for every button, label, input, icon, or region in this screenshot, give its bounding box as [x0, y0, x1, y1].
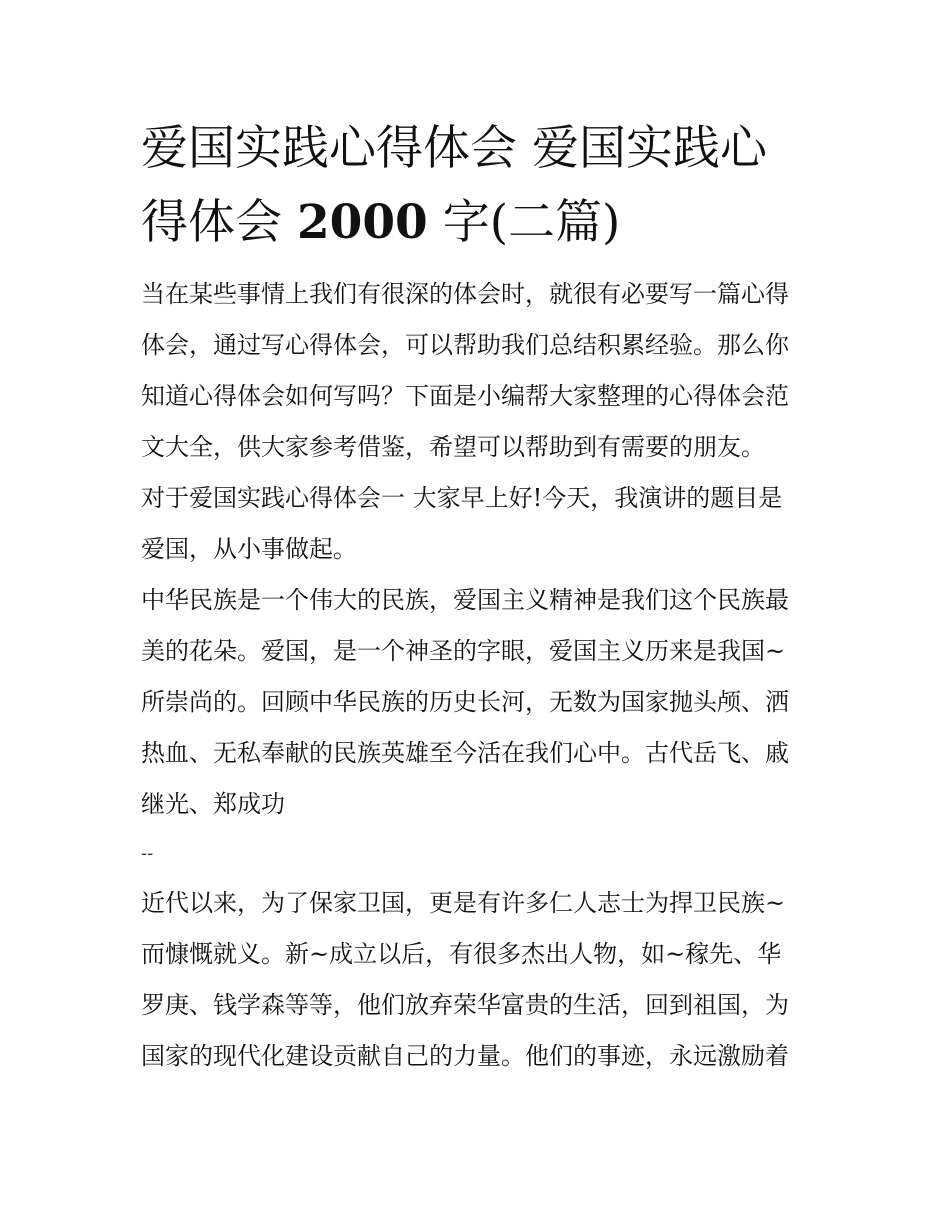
title-text-part1: 爱国实践心得体会 爱国实践心 得体会 [141, 121, 767, 250]
intro-paragraph: 当在某些事情上我们有很深的体会时，就很有必要写一篇心得 体会，通过写心得体会，可以帮助我们总结积累经验。那么你 知道心得体会如何写吗？下面是小编帮大家整理的心得体会范 文大全，供大家参考借鉴，希望可以帮助到有需要的朋友。 [141, 280, 789, 461]
speech-opening-paragraph: 对于爱国实践心得体会一 大家早上好!今天，我演讲的题目是 爱国，从小事做起。 [141, 484, 783, 563]
title-number: 2000 [296, 195, 428, 250]
history-paragraph: 中华民族是一个伟大的民族，爱国主义精神是我们这个民族最 美的花朵。爱国，是一个神圣的字眼，爱国主义历来是我国~ 所崇尚的。回顾中华民族的历史长河，无数为国家抛头颅、洒 热血、无私奉献的民族英雄至今活在我们心中。古代岳飞、戚 继光、郑成功 [141, 586, 789, 818]
page-separator: -- [141, 843, 154, 864]
document-body [141, 112, 821, 1082]
title-text-part2: 字(二篇) [427, 195, 621, 250]
document-title [141, 112, 821, 260]
modern-era-paragraph: 近代以来，为了保家卫国，更是有许多仁人志士为捍卫民族~ 而慷慨就义。新~成立以后，有很多杰出人物，如~稼先、华 罗庚、钱学森等等，他们放弃荣华富贵的生活，回到祖国，为 国家的现代化建设贡献自己的力量。他们的事迹，永远激励着 [141, 889, 789, 1070]
